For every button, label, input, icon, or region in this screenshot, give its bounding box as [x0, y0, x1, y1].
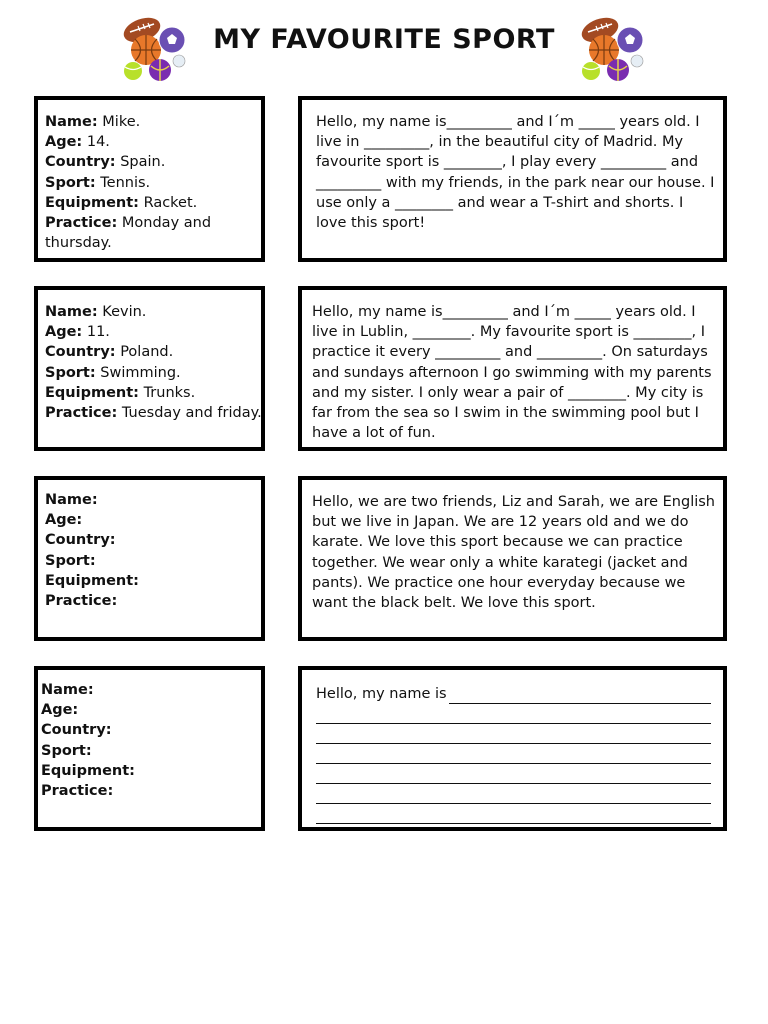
writing-prompt: Hello, my name is	[316, 686, 447, 702]
equipment-label: Equipment:	[45, 384, 139, 401]
paragraph-card-liz-sarah	[298, 476, 727, 641]
equipment-value: Racket.	[143, 194, 198, 211]
writing-blank-line	[316, 744, 711, 764]
equipment-row	[45, 193, 255, 213]
practice-label: Practice:	[45, 405, 118, 422]
sport-label: Sport:	[45, 174, 96, 191]
country-value: Poland.	[120, 344, 174, 361]
sport-row	[45, 551, 255, 571]
name-label: Name:	[45, 304, 98, 320]
age-label: Age:	[45, 324, 83, 341]
age-row	[45, 132, 255, 152]
name-value: Mike.	[102, 114, 141, 130]
age-row	[41, 700, 255, 720]
equipment-row	[45, 383, 255, 403]
page-title: MY FAVOURITE SPORT	[213, 24, 555, 55]
age-value: 14.	[86, 134, 110, 151]
age-label: Age:	[45, 134, 83, 151]
sport-row	[45, 173, 255, 193]
name-row	[45, 302, 255, 322]
country-row	[41, 720, 255, 740]
paragraph-text: Hello, my name is_________ and I´m _____ years old. I live in Lublin, ________. My favourite sport is ________, I practice it every _________ and _________. On saturdays and sundays afternoon I go swimming with my parents and my sister. I only wear a pair of ________. My city is far from the sea so I swim in the swimming pool but I have a lot of fun.	[312, 304, 712, 442]
age-row	[45, 510, 255, 530]
country-row	[45, 530, 255, 550]
writing-blank-line	[316, 784, 711, 804]
sport-label: Sport:	[45, 364, 96, 381]
country-label: Country:	[41, 722, 112, 739]
writing-blank-line	[316, 704, 711, 724]
writing-blank-line	[316, 804, 711, 824]
equipment-label: Equipment:	[45, 194, 139, 211]
sport-row	[45, 363, 255, 383]
paragraph-text: Hello, my name is_________ and I´m _____ years old. I live in _________, in the beautiful city of Madrid. My favourite sport is ________, I play every _________ and _________ with my friends, in the park near our house. I use only a ________ and wear a T-shirt and shorts. I love this sport!	[316, 114, 715, 232]
country-row	[45, 152, 255, 172]
profile-card-blank-3	[34, 476, 265, 641]
practice-row	[45, 403, 262, 423]
sport-value: Swimming.	[100, 364, 181, 381]
practice-value: Monday and	[121, 215, 212, 232]
practice-label: Practice:	[41, 783, 114, 800]
practice-continued: thursday.	[45, 235, 112, 252]
writing-first-line	[316, 684, 715, 704]
paragraph-card-kevin	[298, 286, 727, 451]
practice-row	[41, 781, 255, 801]
age-value: 11.	[86, 324, 110, 341]
sport-label: Sport:	[41, 742, 92, 759]
name-row	[41, 680, 255, 700]
country-label: Country:	[45, 154, 116, 171]
equipment-row	[41, 761, 255, 781]
equipment-row	[45, 571, 255, 591]
country-value: Spain.	[120, 154, 166, 171]
name-row	[45, 112, 255, 132]
paragraph-text: Hello, we are two friends, Liz and Sarah, we are English but we live in Japan. We are 12 years old and we do karate. We love this sport because we can practice together. We wear only a white karategi (jacket and pants). We practice one hour everyday because we want the black belt. We love this sport.	[312, 494, 715, 612]
age-label: Age:	[45, 512, 83, 529]
profile-card-mike	[34, 96, 265, 262]
practice-value: Tuesday and friday.	[121, 405, 262, 422]
practice-row	[45, 213, 255, 233]
equipment-label: Equipment:	[45, 572, 139, 589]
equipment-value: Trunks.	[143, 384, 196, 401]
name-label: Name:	[41, 682, 94, 698]
country-row	[45, 342, 255, 362]
writing-card	[298, 666, 727, 831]
name-value: Kevin.	[102, 304, 147, 320]
profile-card-blank-4	[34, 666, 265, 831]
country-label: Country:	[45, 532, 116, 549]
profile-card-kevin	[34, 286, 265, 451]
writing-blank-line	[449, 688, 711, 704]
equipment-label: Equipment:	[41, 762, 135, 779]
writing-blank-line	[316, 764, 711, 784]
sport-value: Tennis.	[100, 174, 151, 191]
country-label: Country:	[45, 344, 116, 361]
paragraph-card-mike	[298, 96, 727, 262]
sport-label: Sport:	[45, 552, 96, 569]
age-label: Age:	[41, 702, 79, 719]
sport-row	[41, 741, 255, 761]
name-label: Name:	[45, 492, 98, 508]
name-label: Name:	[45, 114, 98, 130]
age-row	[45, 322, 255, 342]
practice-label: Practice:	[45, 215, 118, 232]
writing-blank-line	[316, 724, 711, 744]
practice-label: Practice:	[45, 593, 118, 610]
practice-row	[45, 591, 255, 611]
name-row	[45, 490, 255, 510]
